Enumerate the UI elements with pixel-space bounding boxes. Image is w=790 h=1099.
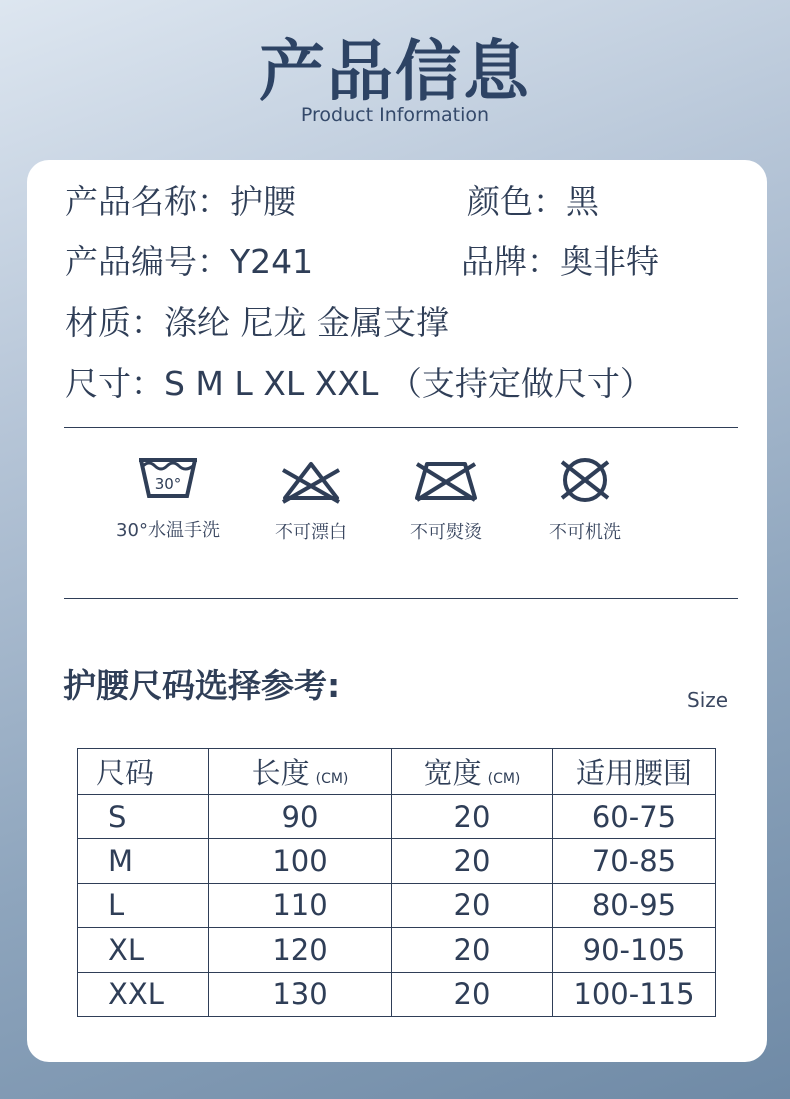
care-item-no-iron bbox=[376, 456, 516, 544]
table-row bbox=[78, 883, 716, 927]
cell-width: 20 bbox=[392, 839, 553, 883]
wash-temp-badge: 30° bbox=[154, 475, 182, 493]
product-code: 产品编号：Y241 bbox=[65, 242, 314, 281]
divider-bottom bbox=[64, 598, 738, 599]
care-item-no-bleach bbox=[241, 458, 381, 544]
header-length-label: 长度 bbox=[251, 756, 310, 790]
cell-waist: 90-105 bbox=[553, 928, 716, 972]
info-card bbox=[27, 160, 767, 1062]
no-iron-icon bbox=[413, 456, 479, 504]
table-row bbox=[78, 795, 716, 839]
product-brand: 品牌：奥非特 bbox=[461, 242, 659, 281]
cell-size: L bbox=[78, 883, 209, 927]
cell-length: 110 bbox=[209, 883, 392, 927]
table-header-row bbox=[78, 749, 716, 795]
table-row bbox=[78, 928, 716, 972]
cell-waist: 80-95 bbox=[553, 883, 716, 927]
cell-length: 130 bbox=[209, 972, 392, 1016]
cell-waist: 60-75 bbox=[553, 795, 716, 839]
cell-waist: 100-115 bbox=[553, 972, 716, 1016]
care-label-hand-wash: 30°水温手洗 bbox=[116, 520, 220, 541]
cell-length: 90 bbox=[209, 795, 392, 839]
table-row bbox=[78, 972, 716, 1016]
header-width-unit: (CM) bbox=[487, 771, 521, 787]
header-waist: 适用腰围 bbox=[553, 749, 716, 795]
cell-width: 20 bbox=[392, 883, 553, 927]
header-size: 尺码 bbox=[78, 749, 209, 795]
care-item-hand-wash bbox=[98, 456, 238, 542]
cell-size: XL bbox=[78, 928, 209, 972]
size-table bbox=[77, 748, 716, 1017]
product-material: 材质：涤纶 尼龙 金属支撑 bbox=[65, 303, 449, 342]
cell-size: XXL bbox=[78, 972, 209, 1016]
cell-width: 20 bbox=[392, 972, 553, 1016]
cell-length: 100 bbox=[209, 839, 392, 883]
divider-top bbox=[64, 427, 738, 428]
header-width bbox=[392, 749, 553, 795]
table-row bbox=[78, 839, 716, 883]
header-length-unit: (CM) bbox=[315, 771, 349, 787]
care-label-no-bleach: 不可漂白 bbox=[275, 522, 347, 543]
size-guide-title: 护腰尺码选择参考: bbox=[63, 666, 341, 705]
no-bleach-icon bbox=[279, 458, 343, 504]
product-color: 颜色：黑 bbox=[467, 182, 599, 221]
size-tag: Size bbox=[687, 688, 729, 712]
cell-width: 20 bbox=[392, 928, 553, 972]
no-machine-wash-icon bbox=[556, 456, 614, 504]
cell-size: S bbox=[78, 795, 209, 839]
care-label-no-iron: 不可熨烫 bbox=[410, 522, 482, 543]
cell-width: 20 bbox=[392, 795, 553, 839]
cell-length: 120 bbox=[209, 928, 392, 972]
care-label-no-machine-wash: 不可机洗 bbox=[549, 522, 621, 543]
cell-waist: 70-85 bbox=[553, 839, 716, 883]
care-item-no-machine-wash bbox=[515, 456, 655, 544]
cell-size: M bbox=[78, 839, 209, 883]
product-size: 尺寸：S M L XL XXL （支持定做尺寸） bbox=[65, 364, 653, 403]
header-width-label: 宽度 bbox=[423, 756, 482, 790]
page-subtitle: Product Information bbox=[300, 104, 490, 126]
page-title: 产品信息 bbox=[259, 33, 531, 110]
header-length bbox=[209, 749, 392, 795]
hand-wash-30-icon bbox=[135, 456, 201, 502]
product-name: 产品名称：护腰 bbox=[65, 182, 296, 221]
